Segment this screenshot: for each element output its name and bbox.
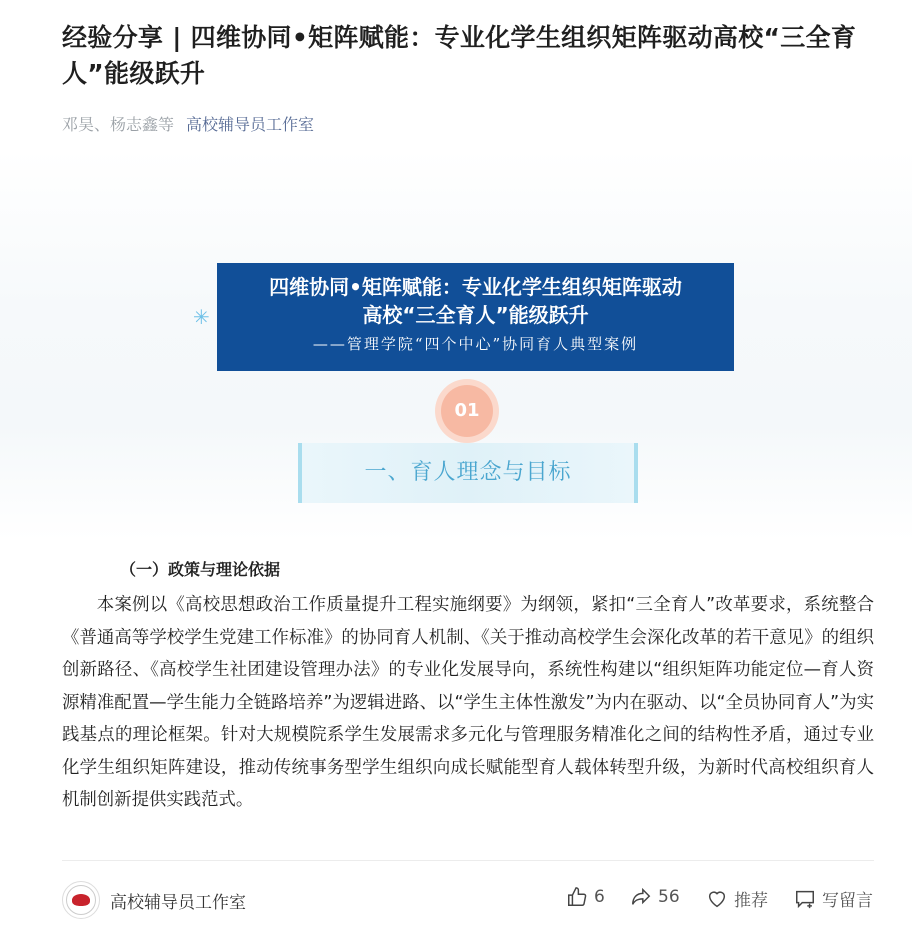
section-title: 一、育人理念与目标 — [364, 460, 572, 485]
comment-plus-icon — [794, 888, 816, 910]
like-count: 6 — [594, 887, 605, 907]
recommend-label: 推荐 — [734, 891, 768, 911]
share-arrow-icon — [630, 886, 652, 908]
section-number-badge: 01 — [441, 385, 493, 437]
comment-button[interactable] — [794, 886, 873, 911]
thumbs-up-icon — [566, 886, 588, 908]
recommend-button[interactable] — [706, 886, 768, 911]
share-count: 56 — [658, 887, 680, 907]
body-paragraph: 本案例以《高校思想政治工作质量提升工程实施纲要》为纲领，紧扣“三全育人”改革要求，系统整合《普通高等学校学生党建工作标准》的协同育人机制、《关于推动高校学生会深化改革的若干意见》的组织创新路径、《高校学生社团建设管理办法》的专业化发展导向，系统性构建以“组织矩阵功能定位—育人资源精准配置—学生能力全链路培养”为逻辑进路、以“学生主体性激发”为内在驱动、以“全员协同育人”为实践基点的理论框架。针对大规模院系学生发展需求多元化与管理服务精准化之间的结构性矛盾，通过专业化学生组织矩阵建设，推动传统事务型学生组织向成长赋能型育人载体转型升级，为新时代高校组织育人机制创新提供实践范式。 — [62, 595, 874, 810]
section-title-box — [298, 443, 638, 503]
snowflake-icon: ✳ — [193, 305, 210, 329]
banner-line-3: ——管理学院“四个中心”协同育人典型案例 — [312, 335, 639, 353]
article-meta — [62, 112, 314, 135]
account-link[interactable]: 高校辅导员工作室 — [186, 115, 315, 134]
subheading: （一）政策与理论依据 — [120, 560, 281, 579]
banner-line-1: 四维协同•矩阵赋能：专业化学生组织矩阵驱动 — [269, 275, 682, 299]
heart-icon — [706, 888, 728, 910]
footer-divider — [62, 860, 874, 861]
avatar-logo — [72, 894, 90, 906]
account-avatar[interactable] — [62, 881, 100, 919]
article-authors: 邓昊、杨志鑫等 — [62, 115, 175, 134]
article-footer — [0, 870, 912, 929]
banner-line-2: 高校“三全育人”能级跃升 — [362, 303, 589, 327]
banner-title-box — [217, 263, 734, 371]
article-title: 经验分享 | 四维协同•矩阵赋能：专业化学生组织矩阵驱动高校“三全育人”能级跃升 — [62, 23, 857, 88]
like-button[interactable] — [566, 886, 605, 908]
comment-label: 写留言 — [822, 891, 873, 911]
share-button[interactable] — [630, 886, 680, 908]
footer-account-name[interactable]: 高校辅导员工作室 — [110, 893, 246, 913]
